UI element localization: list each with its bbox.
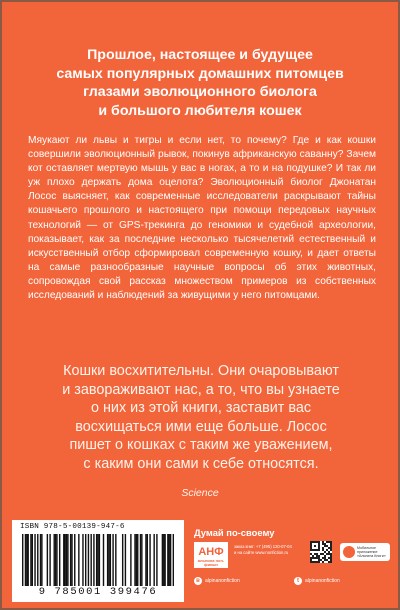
qr-module [316,557,318,559]
qr-module [310,549,312,551]
qr-module [322,557,324,559]
app-icon [343,546,355,558]
barcode-bar [163,534,164,586]
qr-module [316,561,318,563]
social-handle: alpinanonfiction [205,578,240,584]
barcode-bar [167,534,168,586]
publisher-slogan: Думай по-своему [194,527,275,538]
qr-module [312,561,314,563]
book-description: Мяукают ли львы и тигры и если нет, то почему? Где и как кошки совершили эволюционный рывок, покинув африканскую саванну? Зачем кот оставляет мертвую мышь у вас в ногах, а то и на подушке? И так ли уж плохо держать дома оцелота? Эволюционный биолог Джонатан Лосос выясняет, как современные исследователи раскрывают тайны кошачьего прошлого и настоящего при помощи передовых научных технологий — от GPS-трекинга до геномики и судебной археологии, показывает, как за последние несколько тысячелетий естественный и искусственный отбор сформировал современную кошку, и дает ответы на самые разнообразные научные вопросы об этих животных, сопровождая свой рассказ множеством примеров из собственных исследований и наблюдений за живущими у него питомцами. [28,135,376,302]
barcode [22,534,174,586]
barcode-bar [97,534,98,586]
qr-module [328,553,330,555]
barcode-bar [49,534,50,586]
qr-module [318,555,320,557]
app-badge [340,543,390,561]
barcode-bar [149,534,150,586]
qr-module [330,553,332,555]
qr-module [330,549,332,551]
barcode-bar [59,534,60,586]
qr-module [324,557,326,559]
qr-module [312,557,314,559]
barcode-bar [141,534,142,586]
qr-module [330,547,332,549]
qr-module [320,559,322,561]
qr-module [322,547,324,549]
qr-module [316,555,318,557]
qr-module [310,541,312,543]
barcode-bar [122,534,123,586]
qr-module [310,557,312,559]
qr-module [326,549,328,551]
quote-line: и завораживают нас, а то, что вы узнаете [62,381,340,398]
qr-module [324,543,326,545]
qr-module [326,541,328,543]
qr-module [316,553,318,555]
barcode-bar [169,534,170,586]
qr-module [320,553,322,555]
qr-module [310,545,312,547]
barcode-bar [40,534,41,586]
social-link-vk [194,577,240,585]
qr-module [314,561,316,563]
qr-module [318,549,320,551]
quote-line: Кошки восхитительны. Они очаровывают [63,363,339,379]
quote-line: восхищаться ими еще больше. Лосос [75,418,327,435]
barcode-bar [88,534,89,586]
barcode-bar [137,534,138,586]
qr-module [328,551,330,553]
qr-module [318,557,320,559]
logo-text: АНФ [198,546,224,558]
vk-icon: в [194,577,202,585]
barcode-bar [170,534,171,586]
qr-module [324,551,326,553]
barcode-bar [67,534,68,586]
qr-module [324,555,326,557]
barcode-bar [25,534,26,586]
quote-line: с каким они сами к себе относятся. [83,455,319,472]
barcode-bar [153,534,154,586]
barcode-bar [26,534,27,586]
qr-module [322,561,324,563]
qr-module [312,555,314,557]
qr-module [330,541,332,543]
qr-module [316,549,318,551]
barcode-bar [22,534,23,586]
barcode-bar [90,534,91,586]
barcode-bar [115,534,116,586]
barcode-panel [12,520,184,602]
social-handle: alpinanonfiction [305,578,340,584]
app-badge-text: Мобильное приложение «Альпина Книги» [357,546,386,558]
qr-module [322,541,324,543]
headline-line: Прошлое, настоящее и будущее [87,47,313,63]
barcode-bar [110,534,111,586]
qr-module [322,543,324,545]
barcode-bar [78,534,79,586]
logo-subtext: альпина нон-фикшн [197,558,225,567]
barcode-bar [125,534,126,586]
qr-module [328,557,330,559]
qr-module [330,545,332,547]
qr-module [326,559,328,561]
qr-module [318,561,320,563]
qr-module [310,559,312,561]
barcode-bar [64,534,65,586]
qr-module [330,557,332,559]
barcode-bar [70,534,71,586]
barcode-bar [63,534,64,586]
barcode-bar [173,534,174,586]
qr-module [318,545,320,547]
qr-module [312,549,314,551]
contact-line: заказ книг: +7 (495) 120-07-04 [234,544,292,549]
headline-line: и большого любителя кошек [98,102,302,119]
barcode-bar [74,534,75,586]
quote-source: Science [181,487,219,499]
qr-module [318,541,320,543]
headline-line: самых популярных домашних питомцев [56,65,344,82]
qr-module [318,547,320,549]
qr-module [326,553,328,555]
barcode-bar [140,534,141,586]
barcode-bar [85,534,86,586]
qr-module [328,547,330,549]
qr-module [314,545,316,547]
qr-module [322,549,324,551]
qr-module [318,559,320,561]
barcode-bar [147,534,148,586]
qr-module [314,557,316,559]
quote-line: пишет о кошках с таким же уважением, [69,437,333,454]
qr-module [330,559,332,561]
barcode-bar [66,534,67,586]
barcode-bar [156,534,157,586]
qr-code [310,541,332,563]
barcode-bar [27,534,28,586]
barcode-bar [103,534,104,586]
barcode-bar [41,534,42,586]
qr-module [314,549,316,551]
barcode-bar [37,534,38,586]
barcode-bar [145,534,146,586]
barcode-bar [82,534,83,586]
barcode-bar [56,534,57,586]
barcode-bar [55,534,56,586]
barcode-bar [47,534,48,586]
qr-module [310,561,312,563]
barcode-bar [54,534,55,586]
qr-module [326,545,328,547]
qr-module [330,543,332,545]
qr-module [322,553,324,555]
social-link-telegram [294,577,340,585]
publisher-logo [194,542,228,568]
qr-module [316,541,318,543]
qr-module [324,559,326,561]
qr-module [330,561,332,563]
contact-line: и на сайте www.nonfiction.ru [234,549,289,555]
book-back-cover [2,2,398,608]
qr-module [314,541,316,543]
barcode-bar [134,534,135,586]
barcode-bar [107,534,108,586]
barcode-bar [162,534,163,586]
barcode-bar [71,534,72,586]
barcode-bar [108,534,109,586]
barcode-bar [130,534,131,586]
qr-module [312,541,314,543]
headline [26,46,374,120]
headline-line: глазами эволюционного биолога [83,84,317,101]
qr-module [324,545,326,547]
qr-module [310,553,312,555]
barcode-bar [30,534,31,586]
isbn-text: ISBN 978-5-00139-947-6 [20,523,125,531]
quote-line: о них из этой книги, заставит вас [90,400,312,417]
social-links [194,577,394,589]
qr-module [310,547,312,549]
qr-module [330,555,332,557]
publisher-info [194,527,394,602]
barcode-digits: 9 785001 399476 [38,586,158,598]
barcode-bar [32,534,33,586]
qr-module [328,561,330,563]
qr-module [318,543,320,545]
qr-module [310,543,312,545]
qr-module [328,541,330,543]
telegram-icon: t [294,577,302,585]
barcode-bar [99,534,100,586]
barcode-bar [34,534,35,586]
barcode-bar [93,534,94,586]
barcode-bar [96,534,97,586]
publisher-contacts [234,544,294,555]
barcode-bar [112,534,113,586]
qr-module [314,553,316,555]
barcode-bar [136,534,137,586]
review-quote [28,362,374,474]
barcode-bar [164,534,165,586]
